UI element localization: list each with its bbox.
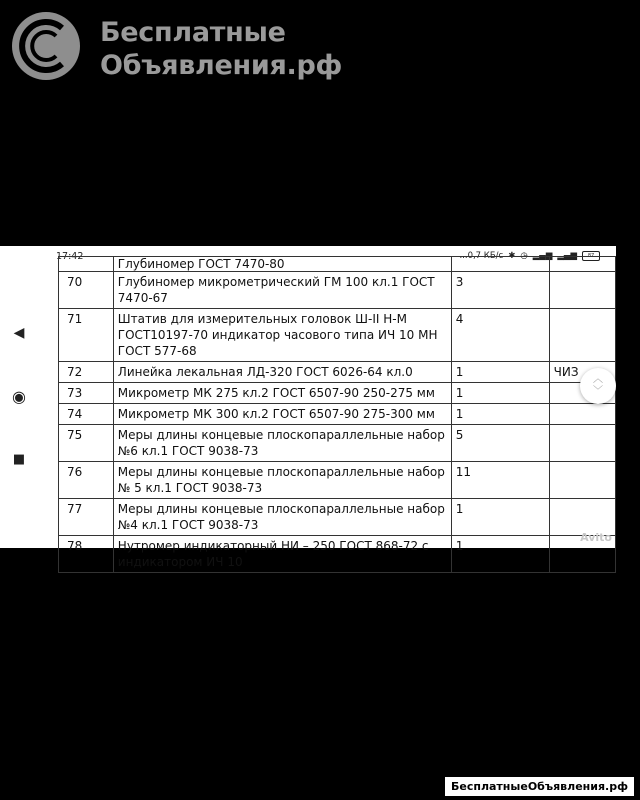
row-quantity: 11 xyxy=(451,462,549,499)
row-number: 73 xyxy=(59,383,114,404)
row-note: ЧИЗ xyxy=(549,362,615,383)
row-number: 74 xyxy=(59,404,114,425)
document-view[interactable] xyxy=(38,257,616,569)
row-quantity: 3 xyxy=(451,272,549,309)
row-quantity: 1 xyxy=(451,499,549,536)
row-number: 71 xyxy=(59,309,114,362)
table-row xyxy=(59,462,616,499)
row-note xyxy=(549,499,615,536)
row-quantity: 1 xyxy=(451,536,549,573)
row-name: Микрометр МК 300 кл.2 ГОСТ 6507-90 275-300 мм xyxy=(113,404,451,425)
phone-screen xyxy=(0,246,616,569)
row-quantity: 5 xyxy=(451,425,549,462)
watermark-logo-icon xyxy=(10,10,82,82)
watermark-text xyxy=(100,16,342,82)
signal2-icon: ▂▄▆ xyxy=(557,251,577,261)
table-row xyxy=(59,499,616,536)
row-number: 76 xyxy=(59,462,114,499)
row-name: Глубиномер ГОСТ 7470-80 xyxy=(113,257,451,272)
row-name: Нутромер индикаторный НИ – 250 ГОСТ 868-72 с индикатором ИЧ 10 xyxy=(113,536,451,573)
row-number: 72 xyxy=(59,362,114,383)
network-speed: ...0,7 КБ/с xyxy=(459,251,504,261)
row-name: Глубиномер микрометрический ГМ 100 кл.1 ГОСТ 7470-67 xyxy=(113,272,451,309)
table-row xyxy=(59,404,616,425)
table-row xyxy=(59,309,616,362)
watermark xyxy=(10,10,370,84)
table-row xyxy=(59,383,616,404)
row-note xyxy=(549,462,615,499)
battery-level: 87 xyxy=(587,253,595,259)
table-row xyxy=(59,272,616,309)
avito-watermark: Avito xyxy=(580,531,612,544)
row-note xyxy=(549,309,615,362)
row-quantity: 1 xyxy=(451,362,549,383)
row-note xyxy=(549,425,615,462)
row-name: Меры длины концевые плоскопараллельные набор № 5 кл.1 ГОСТ 9038-73 xyxy=(113,462,451,499)
table-row xyxy=(59,536,616,573)
table-row xyxy=(59,425,616,462)
row-number: 75 xyxy=(59,425,114,462)
watermark-line1: Бесплатные xyxy=(100,17,286,48)
navigation-bar xyxy=(0,246,38,548)
inventory-table xyxy=(58,256,616,573)
row-quantity: 4 xyxy=(451,309,549,362)
bluetooth-icon: ✱ xyxy=(508,251,516,261)
alarm-icon: ◷ xyxy=(520,251,528,261)
row-number: 70 xyxy=(59,272,114,309)
watermark-line2: Объявления.рф xyxy=(100,50,342,81)
row-name: Линейка лекальная ЛД-320 ГОСТ 6026-64 кл.0 xyxy=(113,362,451,383)
row-name: Меры длины концевые плоскопараллельные набор №6 кл.1 ГОСТ 9038-73 xyxy=(113,425,451,462)
row-note xyxy=(549,404,615,425)
row-note xyxy=(549,272,615,309)
signal-icon: ▂▄▆ xyxy=(532,251,553,261)
status-time: 17:42 xyxy=(56,251,84,262)
table-row xyxy=(59,362,616,383)
row-name: Штатив для измерительных головок Ш-II Н-М ГОСТ10197-70 индикатор часового типа ИЧ 10 МН ГОСТ 577-68 xyxy=(113,309,451,362)
row-name: Меры длины концевые плоскопараллельные набор №4 кл.1 ГОСТ 9038-73 xyxy=(113,499,451,536)
row-quantity: 1 xyxy=(451,404,549,425)
bottom-watermark: БесплатныеОбъявления.рф xyxy=(445,777,634,796)
back-icon[interactable]: ◀ xyxy=(13,325,25,341)
row-quantity: 1 xyxy=(451,383,549,404)
table-row xyxy=(59,257,616,272)
row-number: 78 xyxy=(59,536,114,573)
scroll-updown-icon[interactable]: ︿ ﹀ xyxy=(580,368,616,404)
home-icon[interactable]: ◉ xyxy=(12,387,26,406)
row-number: 77 xyxy=(59,499,114,536)
recent-apps-icon[interactable]: ■ xyxy=(12,452,26,467)
row-name: Микрометр МК 275 кл.2 ГОСТ 6507-90 250-275 мм xyxy=(113,383,451,404)
